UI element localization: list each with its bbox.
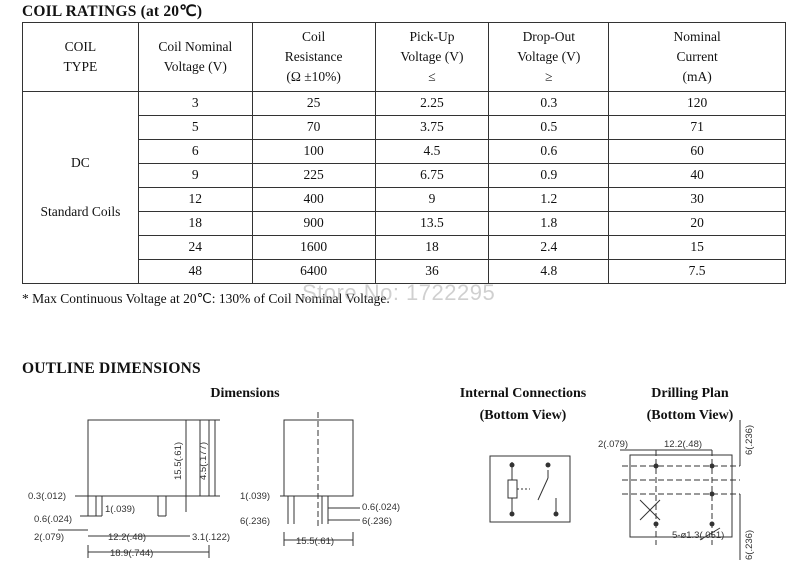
header-dropout-voltage: Drop-Out Voltage (V) ≥ bbox=[489, 23, 609, 92]
cell-dropout: 2.4 bbox=[489, 236, 609, 260]
cell-dropout: 0.6 bbox=[489, 140, 609, 164]
cell-dropout: 1.8 bbox=[489, 212, 609, 236]
header-nominal-current: Nominal Current (mA) bbox=[609, 23, 786, 92]
dim-drill-top-b: 12.2(.48) bbox=[664, 439, 703, 450]
cell-current: 40 bbox=[609, 164, 786, 188]
cell-voltage: 18 bbox=[138, 212, 252, 236]
cell-resistance: 100 bbox=[252, 140, 375, 164]
dim-pitch-a: 2(.079) bbox=[34, 532, 65, 543]
header-coil-type: COIL TYPE bbox=[23, 23, 139, 92]
cell-voltage: 5 bbox=[138, 116, 252, 140]
cell-voltage: 3 bbox=[138, 92, 252, 116]
dim-side-width: 15.5(.61) bbox=[296, 536, 335, 547]
dim-length: 18.9(.744) bbox=[110, 548, 154, 559]
cell-voltage: 6 bbox=[138, 140, 252, 164]
cell-voltage: 48 bbox=[138, 260, 252, 284]
cell-current: 15 bbox=[609, 236, 786, 260]
cell-pickup: 4.5 bbox=[375, 140, 489, 164]
cell-current: 71 bbox=[609, 116, 786, 140]
cell-resistance: 900 bbox=[252, 212, 375, 236]
outline-dimensions-title: OUTLINE DIMENSIONS bbox=[22, 360, 201, 377]
dim-drill-right-a: 6(.236) bbox=[744, 424, 755, 455]
cell-voltage: 24 bbox=[138, 236, 252, 260]
dim-pitch-c: 3.1(.122) bbox=[192, 532, 231, 543]
dim-side-pitch-right: 6(.236) bbox=[362, 516, 393, 527]
internal-connections-schematic bbox=[490, 456, 570, 522]
cell-dropout: 1.2 bbox=[489, 188, 609, 212]
cell-pickup: 9 bbox=[375, 188, 489, 212]
dim-drill-top-a: 2(.079) bbox=[598, 439, 629, 450]
cell-current: 60 bbox=[609, 140, 786, 164]
header-nominal-voltage: Coil Nominal Voltage (V) bbox=[138, 23, 252, 92]
cell-current: 30 bbox=[609, 188, 786, 212]
cell-dropout: 0.9 bbox=[489, 164, 609, 188]
cell-current: 20 bbox=[609, 212, 786, 236]
coil-type-cell: DC Standard Coils bbox=[23, 92, 139, 284]
cell-current: 7.5 bbox=[609, 260, 786, 284]
drilling-plan-heading: Drilling Plan (Bottom View) bbox=[646, 386, 734, 423]
dim-side-pitch-left: 6(.236) bbox=[240, 516, 271, 527]
cell-resistance: 6400 bbox=[252, 260, 375, 284]
header-resistance: Coil Resistance (Ω ±10%) bbox=[252, 23, 375, 92]
dim-drill-holes: 5-ø1.3(.051) bbox=[672, 530, 725, 541]
store-watermark: Store No: 1722295 bbox=[302, 280, 496, 305]
cell-resistance: 400 bbox=[252, 188, 375, 212]
dim-pin-a: 0.6(.024) bbox=[34, 514, 73, 525]
cell-pickup: 13.5 bbox=[375, 212, 489, 236]
dim-body-height: 15.5(.61) bbox=[173, 441, 184, 480]
max-voltage-note: * Max Continuous Voltage at 20℃: 130% of Coil Nominal Voltage. bbox=[22, 291, 390, 306]
cell-resistance: 70 bbox=[252, 116, 375, 140]
cell-dropout: 4.8 bbox=[489, 260, 609, 284]
cell-pickup: 2.25 bbox=[375, 92, 489, 116]
cell-pickup: 18 bbox=[375, 236, 489, 260]
coil-ratings-title: COIL RATINGS (at 20℃) bbox=[22, 3, 203, 20]
cell-resistance: 1600 bbox=[252, 236, 375, 260]
cell-dropout: 0.5 bbox=[489, 116, 609, 140]
dim-pin-thickness: 0.3(.012) bbox=[28, 491, 67, 502]
cell-current: 120 bbox=[609, 92, 786, 116]
dim-pitch-b: 12.2(.48) bbox=[108, 532, 147, 543]
cell-resistance: 225 bbox=[252, 164, 375, 188]
internal-connections-heading: Internal Connections (Bottom View) bbox=[459, 386, 587, 423]
cell-pickup: 3.75 bbox=[375, 116, 489, 140]
cell-voltage: 12 bbox=[138, 188, 252, 212]
header-pickup-voltage: Pick-Up Voltage (V) ≤ bbox=[375, 23, 489, 92]
dim-total-height: 4.5(.177) bbox=[198, 441, 209, 480]
cell-resistance: 25 bbox=[252, 92, 375, 116]
cell-pickup: 6.75 bbox=[375, 164, 489, 188]
dim-side-pin-width: 1(.039) bbox=[240, 491, 271, 502]
dim-drill-right-b: 6(.236) bbox=[744, 529, 755, 560]
cell-pickup: 36 bbox=[375, 260, 489, 284]
cell-voltage: 9 bbox=[138, 164, 252, 188]
cell-dropout: 0.3 bbox=[489, 92, 609, 116]
relay-side-view bbox=[280, 412, 360, 546]
dim-pin-width: 1(.039) bbox=[105, 504, 136, 515]
dimensions-heading: Dimensions bbox=[210, 386, 280, 401]
dim-side-pin-thickness: 0.6(.024) bbox=[362, 502, 401, 513]
